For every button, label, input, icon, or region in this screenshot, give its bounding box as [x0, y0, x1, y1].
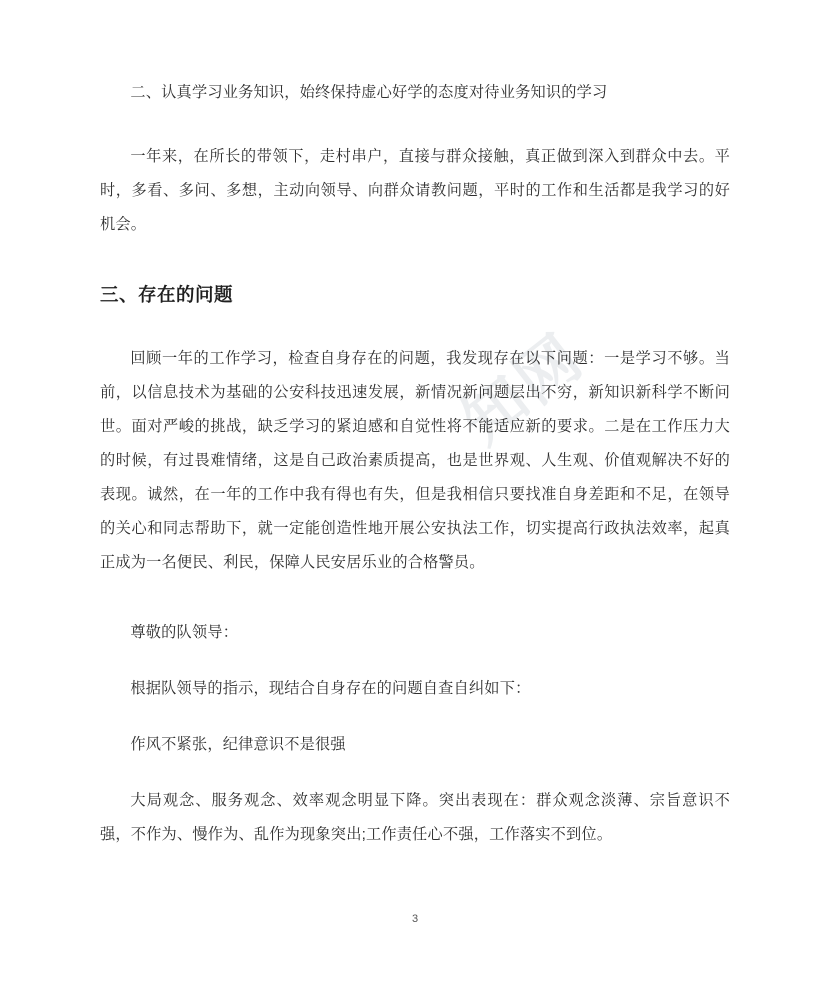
watermark-text: 知网 [450, 321, 597, 458]
top-spacer [100, 0, 730, 76]
paragraph-instruction: 根据队领导的指示，现结合自身存在的问题自查自纠如下： [130, 680, 531, 697]
paragraph-service-concept-issue: 大局观念、服务观念、效率观念明显下降。突出表现在：群众观念淡薄、宗旨意识不强，不作为、慢作为、乱作为现象突出;工作责任心不强，工作落实不到位。 [100, 792, 730, 843]
section-heading-problems: 三、存在的问题 [100, 284, 234, 305]
page-number: 3 [411, 913, 419, 925]
paragraph-section-two-body: 一年来，在所长的带领下，走村串户，直接与群众接触，真正做到深入到群众中去。平时，多看、多问、多想，主动向领导、向群众请教问题，平时的工作和生活都是我学习的好机会。 [100, 148, 730, 233]
block-gap [100, 762, 730, 784]
paragraph-discipline-issue: 作风不紧张，纪律意识不是很强 [130, 736, 346, 753]
block-gap [100, 580, 730, 616]
paragraph-salutation: 尊敬的队领导： [130, 624, 239, 641]
block-gap [100, 110, 730, 140]
block-gap [100, 312, 730, 342]
block-gap [100, 650, 730, 672]
sub-heading-section-two: 二、认真学习业务知识，始终保持虚心好学的态度对待业务知识的学习 [130, 84, 608, 101]
block-gap [100, 706, 730, 728]
block-gap [100, 242, 730, 278]
paragraph-problems-body: 回顾一年的工作学习，检查自身存在的问题，我发现存在以下问题：一是学习不够。当前，以信息技术为基础的公安科技迅速发展，新情况新问题层出不穷，新知识新科学不断问世。面对严峻的挑战，缺乏学习的紧迫感和自觉性将不能适应新的要求。二是在工作压力大的时候，有过畏难情绪，这是自己政治素质提高，也是世界观、人生观、价值观解决不好的表现。诚然，在一年的工作中我有得也有失，但是我相信只要找准自身差距和不足，在领导的关心和同志帮助下，就一定能创造性地开展公安执法工作，切实提高行政执法效率，起真正成为一名便民、利民，保障人民安居乐业的合格警员。 [100, 350, 730, 571]
